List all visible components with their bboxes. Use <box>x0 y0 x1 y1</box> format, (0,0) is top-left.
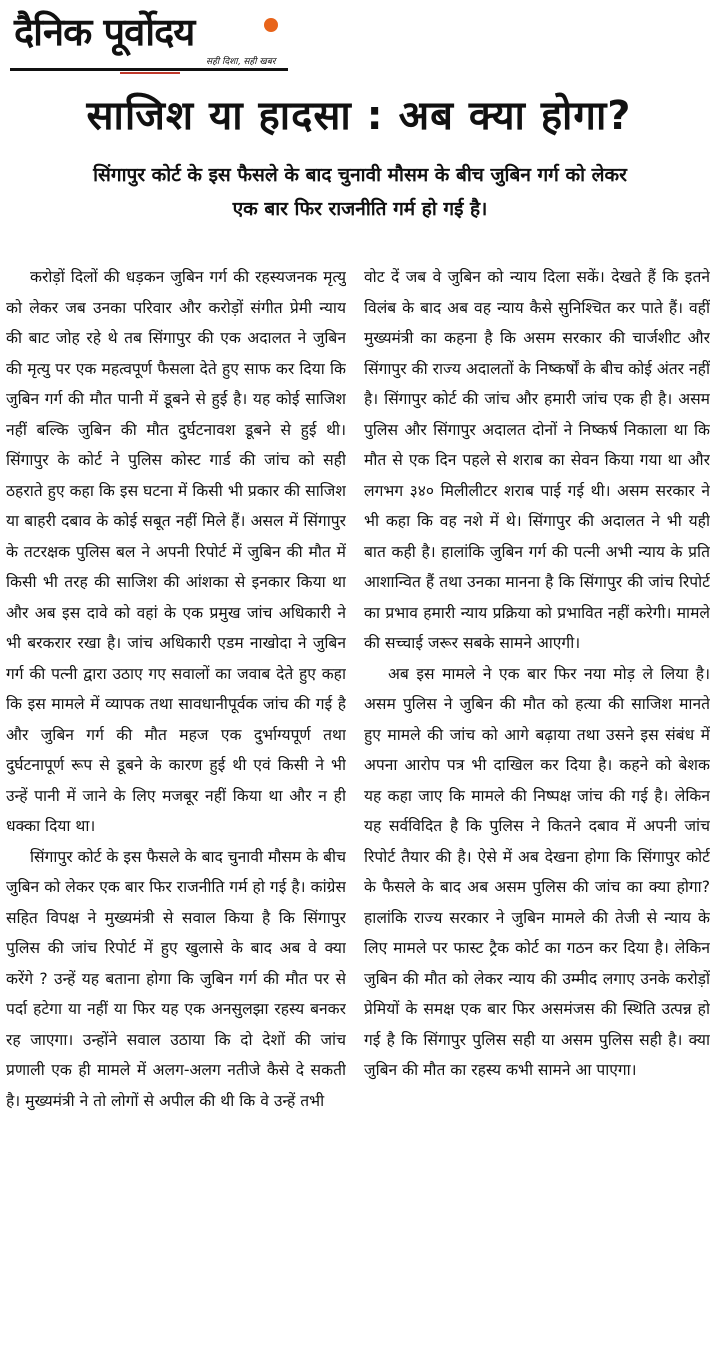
logo-dot-icon <box>264 18 278 32</box>
masthead <box>10 8 288 72</box>
article-subheadline: सिंगापुर कोर्ट के इस फैसले के बाद चुनावी मौसम के बीच जुबिन गर्ग को लेकर एक बार फिर राजनीति गर्म हो गई है। <box>93 164 627 220</box>
paragraph: वोट दें जब वे जुबिन को न्याय दिला सकें। देखते हैं कि इतने विलंब के बाद अब वह न्याय कैसे सुनिश्चित कर पाते हैं। वहीं मुख्यमंत्री का कहना है कि असम सरकार की चार्जशीट और सिंगापुर की राज्य अदालतों के निष्कर्षों के बीच कोई अंतर नहीं है। सिंगापुर कोर्ट की जांच और हमारी जांच एक ही है। असम पुलिस और सिंगापुर अदालत दोनों ने निष्कर्ष निकाला था कि मौत से एक दिन पहले से शराब का सेवन किया गया था और लगभग ३४० मिलीलीटर शराब पाई गई थी। असम सरकार ने भी कहा कि वह नशे में थे। सिंगापुर की अदालत ने भी यही बात कही है। हालांकि जुबिन गर्ग की पत्नी अभी न्याय के प्रति आशान्वित हैं तथा उनका मानना है कि सिंगापुर की जांच रिपोर्ट का प्रभाव हमारी न्याय प्रक्रिया को प्रभावित नहीं करेगी। मामले की सच्चाई जरूर सबके सामने आएगी। <box>364 268 710 652</box>
article-headline: साजिश या हादसा : अब क्या होगा? <box>86 93 632 139</box>
masthead-rule <box>10 68 288 71</box>
paragraph: सिंगापुर कोर्ट के इस फैसले के बाद चुनावी मौसम के बीच जुबिन को लेकर एक बार फिर राजनीति गर्म हो गई है। कांग्रेस सहित विपक्ष ने मुख्यमंत्री से सवाल किया है कि सिंगापुर पुलिस की जांच रिपोर्ट में हुए खुलासे के बाद अब वे क्या करेंगे ? उन्हें यह बताना होगा कि जुबिन गर्ग की मौत पर से पर्दा हटेगा या नहीं या फिर यह एक अनसुलझा रहस्य बनकर रह जाएगा। उन्होंने सवाल उठाया कि दो देशों की जांच प्रणाली एक ही मामले में अलग-अलग नतीजे कैसे दे सकती है। मुख्यमंत्री ने तो लोगों से अपील की थी कि वे उन्हें तभी <box>6 847 346 1110</box>
newspaper-logo: दैनिक पूर्वोदय <box>14 10 195 54</box>
article-column-right <box>364 262 710 1352</box>
article-column-left <box>6 262 346 1352</box>
newspaper-tagline: सही दिशा, सही खबर <box>206 57 276 67</box>
paragraph: अब इस मामले ने एक बार फिर नया मोड़ ले लिया है। असम पुलिस ने जुबिन की मौत को हत्या की साजिश मानते हुए मामले की जांच को आगे बढ़ाया तथा उसने इस संबंध में अपना आरोप पत्र भी दाखिल कर दिया है। कहने को बेशक यह कहा जाए कि मामले की निष्पक्ष जांच की गई है। लेकिन यह सर्वविदित है कि पुलिस ने कितने दबाव में अपनी जांच रिपोर्ट तैयार की है। ऐसे में अब देखना होगा कि सिंगापुर कोर्ट के फैसले के बाद अब असम पुलिस की जांच का क्या होगा? हालांकि राज्य सरकार ने जुबिन मामले की तेजी से न्याय के लिए मामले पर फास्ट ट्रैक कोर्ट का गठन कर दिया है। लेकिन जुबिन की मौत को लेकर न्याय की उम्मीद लगाए उनके करोड़ों प्रेमियों के समक्ष एक बार फिर असमंजस की स्थिति उत्पन्न हो गई है कि सिंगापुर पुलिस सही या असम पुलिस सही है। क्या जुबिन की मौत का रहस्य कभी सामने आ पाएगा। <box>364 664 710 1079</box>
paragraph: करोड़ों दिलों की धड़कन जुबिन गर्ग की रहस्यजनक मृत्यु को लेकर जब उनका परिवार और करोड़ों संगीत प्रेमी न्याय की बाट जोह रहे थे तब सिंगापुर की एक अदालत ने जुबिन की मृत्यु पर एक महत्वपूर्ण फैसला देते हुए साफ कर दिया कि जुबिन गर्ग की मौत पानी में डूबने से हुई है। यह कोई साजिश नहीं बल्कि जुबिन की मौत दुर्घटनावश डूबने से हुई थी। सिंगापुर के कोर्ट ने पुलिस कोस्ट गार्ड की जांच को सही ठहराते हुए कहा कि इस घटना में किसी भी प्रकार की साजिश या बाहरी दबाव के कोई सबूत नहीं मिले हैं। असल में सिंगापुर के तटरक्षक पुलिस बल ने अपनी रिपोर्ट में जुबिन की मौत में किसी भी तरह की साजिश की आंशका से इनकार किया था और अब इस दावे को वहां के एक प्रमुख जांच अधिकारी ने भी बरकरार रखा है। जांच अधिकारी एडम नाखोदा ने जुबिन गर्ग की पत्नी द्वारा उठाए गए सवालों का जवाब देते हुए कहा कि इस मामले में व्यापक तथा सावधानीपूर्वक जांच की गई है और जुबिन गर्ग की मौत महज एक दुर्भाग्यपूर्ण तथा दुर्घटनापूर्ण रूप से डूबने के कारण हुई थी एवं किसी ने भी उन्हें पानी में जाने के लिए मजबूर नहीं किया था और न ही धक्का दिया था। <box>6 268 346 835</box>
masthead-accent-rule <box>120 72 180 74</box>
